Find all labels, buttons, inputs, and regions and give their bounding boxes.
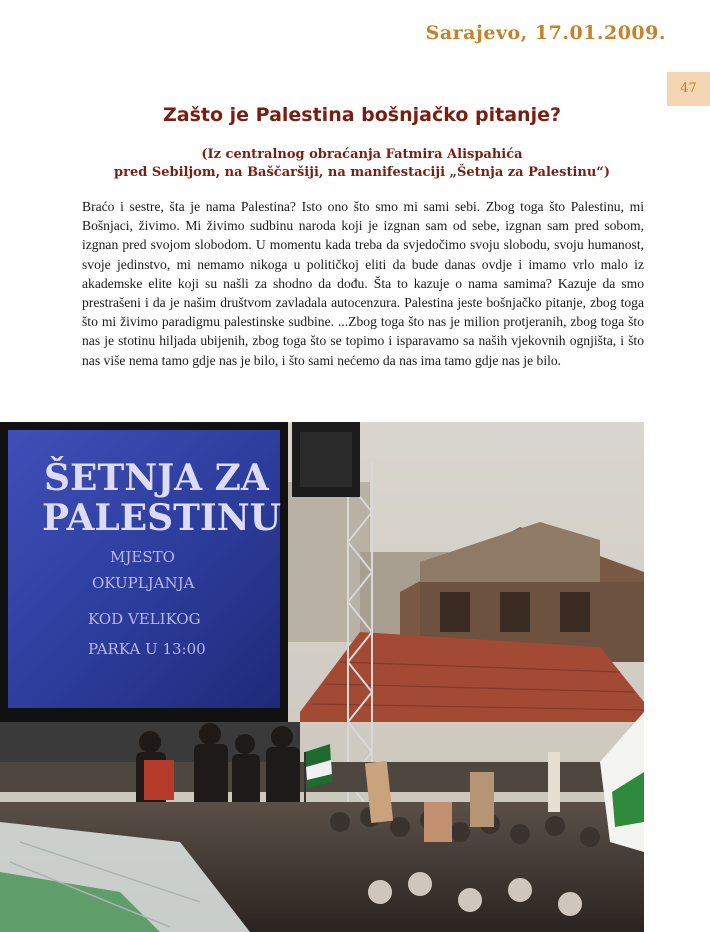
rally-photo [0, 422, 644, 932]
subtitle-line-1: (Iz centralnog obraćanja Fatmira Alispahića [201, 147, 523, 162]
article-body: Braćo i sestre, šta je nama Palestina? Isto ono što smo mi sami sebi. Zbog toga što Palestinu, mi Bošnjaci, živimo. Mi živimo sudbinu naroda koji je izgnan sam od sebe, izgnan sam pred sobom, izgnan pred svojom slobodom. U momentu kada treba da svjedočimo svoju slobodu, svoju humanost, svoje jedinstvo, mi nemamo nikoga u političkoj eliti da bude danas ovdje i imamo vrlo malo iz akademske elite koji su našli za shodno da dođu. Šta to kazuje o nama samima? Kazuje da smo prestrašeni i da je našim društvom zavladala autocenzura. Palestina jeste bošnjačko pitanje, zbog toga što mi živimo paradigmu palestinske sudbine. ...Zbog toga što nas je milion protjeranih, zbog toga što nas je stotinu hiljada ubijenih, zbog toga što se topimo i isparavamo sa naših vjekovnih ognjišta, i što nas više nema tamo gdje nas je bilo, i što sami nećemo da nas ima tamo gdje nas je bilo. [82, 199, 644, 368]
screen-line-5: KOD VELIKOG [88, 610, 201, 628]
screen-line-3: MJESTO [110, 548, 175, 566]
page-number-tab: 47 [667, 72, 710, 106]
header-date: Sarajevo, 17.01.2009. [425, 22, 666, 44]
screen-line-4: OKUPLJANJA [92, 574, 195, 592]
article-title: Zašto je Palestina bošnjačko pitanje? [162, 104, 562, 126]
article-subtitle [60, 146, 664, 182]
screen-line-2: PALESTINU [42, 497, 282, 539]
subtitle-line-2: pred Sebiljom, na Baščaršiji, na manifestaciji „Šetnja za Palestinu“) [114, 165, 610, 180]
screen-line-1: ŠETNJA ZA [44, 457, 269, 499]
screen-line-6: PARKA U 13:00 [88, 640, 206, 658]
